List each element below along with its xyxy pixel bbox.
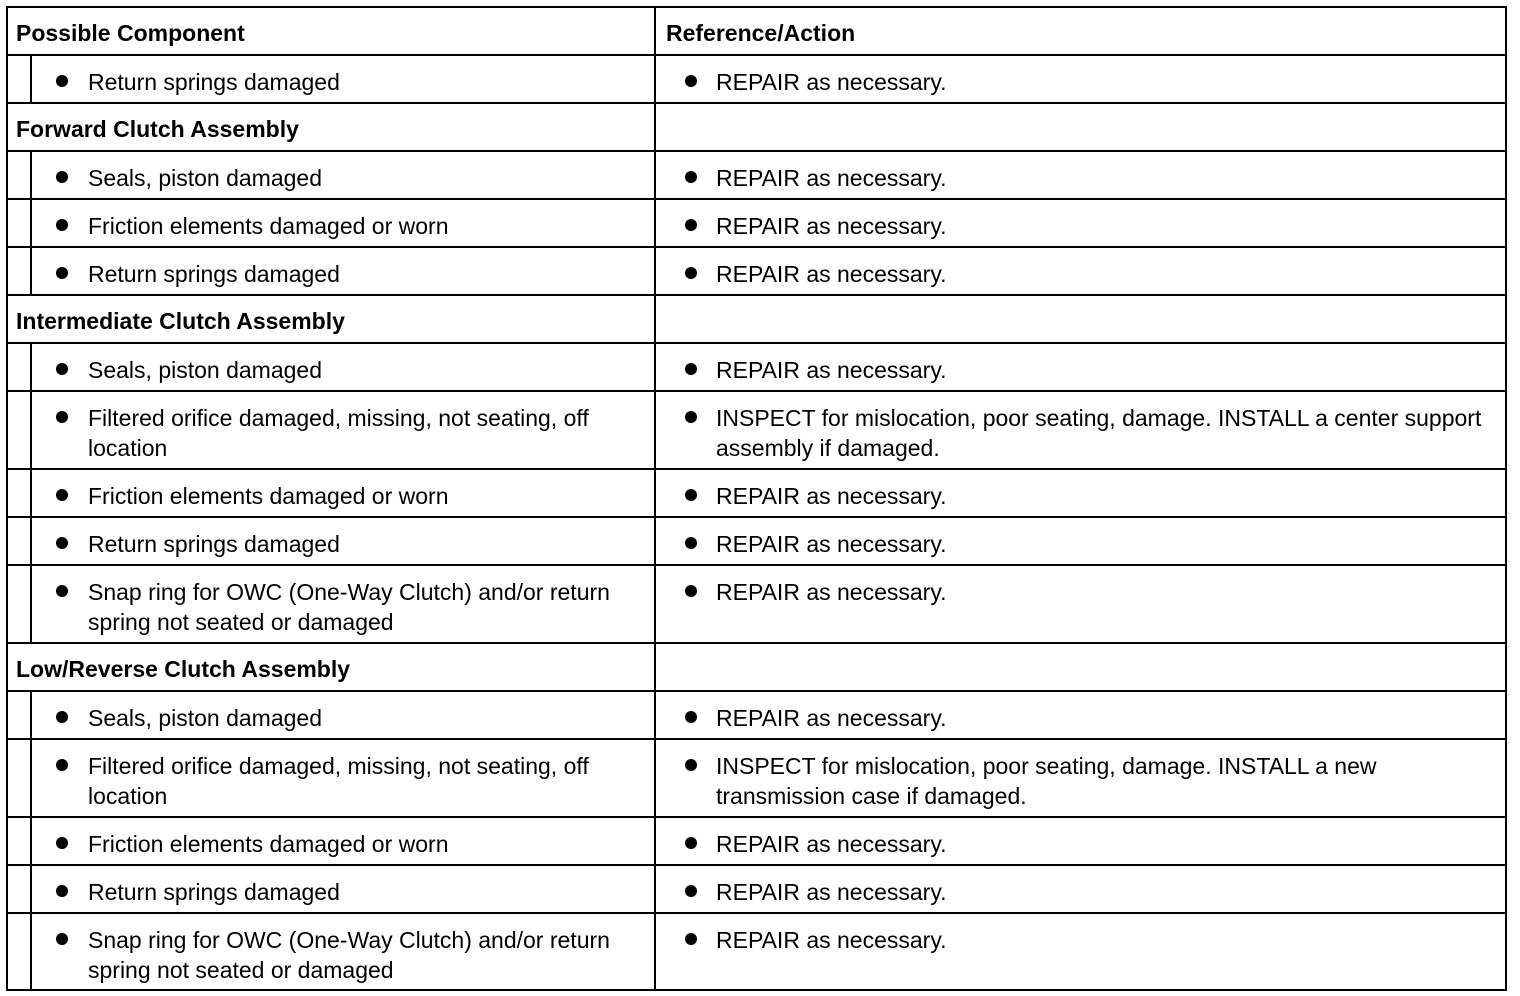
bullet-icon [685, 711, 697, 723]
action-text: REPAIR as necessary. [716, 483, 947, 509]
component-text: Seals, piston damaged [88, 357, 322, 383]
table-header [8, 8, 1505, 56]
bullet-icon [685, 489, 697, 501]
table-row [8, 152, 1505, 200]
bullet-icon [685, 267, 697, 279]
group-row [8, 296, 1505, 344]
component-text: Seals, piston damaged [88, 165, 322, 191]
table-row [8, 470, 1505, 518]
component-text: Seals, piston damaged [88, 705, 322, 731]
table-row [8, 56, 1505, 104]
table-row [8, 740, 1505, 818]
component-text: Friction elements damaged or worn [88, 483, 449, 509]
action-text: REPAIR as necessary. [716, 213, 947, 239]
component-text: Return springs damaged [88, 69, 340, 95]
bullet-icon [56, 411, 68, 423]
diagnostic-table [6, 6, 1507, 991]
component-text: Return springs damaged [88, 531, 340, 557]
bullet-icon [56, 75, 68, 87]
table-row [8, 866, 1505, 914]
bullet-icon [56, 885, 68, 897]
action-text: INSPECT for mislocation, poor seating, damage. INSTALL a new transmission case if damaged. [716, 753, 1377, 809]
bullet-icon [56, 537, 68, 549]
table-row [8, 914, 1505, 989]
group-row [8, 104, 1505, 152]
component-text: Return springs damaged [88, 261, 340, 287]
bullet-icon [685, 75, 697, 87]
action-text: REPAIR as necessary. [716, 531, 947, 557]
bullet-icon [56, 171, 68, 183]
table-row [8, 344, 1505, 392]
group-title: Low/Reverse Clutch Assembly [16, 656, 351, 682]
action-text: REPAIR as necessary. [716, 69, 947, 95]
component-text: Snap ring for OWC (One-Way Clutch) and/or return spring not seated or damaged [88, 579, 610, 635]
bullet-icon [56, 585, 68, 597]
group-title: Intermediate Clutch Assembly [16, 308, 345, 334]
bullet-icon [56, 711, 68, 723]
bullet-icon [685, 759, 697, 771]
component-text: Filtered orifice damaged, missing, not seating, off location [88, 753, 589, 809]
table-row [8, 818, 1505, 866]
bullet-icon [685, 363, 697, 375]
component-text: Filtered orifice damaged, missing, not seating, off location [88, 405, 589, 461]
bullet-icon [685, 219, 697, 231]
component-text: Snap ring for OWC (One-Way Clutch) and/or return spring not seated or damaged [88, 927, 610, 983]
table-row [8, 518, 1505, 566]
bullet-icon [56, 933, 68, 945]
bullet-icon [685, 933, 697, 945]
action-text: INSPECT for mislocation, poor seating, damage. INSTALL a center support assembly if damaged. [716, 405, 1482, 461]
bullet-icon [56, 837, 68, 849]
group-row [8, 644, 1505, 692]
table-row [8, 392, 1505, 470]
table-row [8, 566, 1505, 644]
bullet-icon [56, 363, 68, 375]
column-header-component: Possible Component [16, 20, 245, 46]
bullet-icon [685, 585, 697, 597]
bullet-icon [685, 837, 697, 849]
column-header-action: Reference/Action [666, 20, 856, 46]
bullet-icon [56, 219, 68, 231]
bullet-icon [685, 171, 697, 183]
action-text: REPAIR as necessary. [716, 831, 947, 857]
action-text: REPAIR as necessary. [716, 357, 947, 383]
component-text: Friction elements damaged or worn [88, 213, 449, 239]
table-row [8, 248, 1505, 296]
component-text: Return springs damaged [88, 879, 340, 905]
bullet-icon [685, 411, 697, 423]
action-text: REPAIR as necessary. [716, 579, 947, 605]
action-text: REPAIR as necessary. [716, 705, 947, 731]
table-row [8, 692, 1505, 740]
bullet-icon [56, 759, 68, 771]
component-text: Friction elements damaged or worn [88, 831, 449, 857]
group-title: Forward Clutch Assembly [16, 116, 299, 142]
bullet-icon [685, 537, 697, 549]
action-text: REPAIR as necessary. [716, 927, 947, 953]
table-row [8, 200, 1505, 248]
action-text: REPAIR as necessary. [716, 261, 947, 287]
action-text: REPAIR as necessary. [716, 879, 947, 905]
bullet-icon [56, 267, 68, 279]
action-text: REPAIR as necessary. [716, 165, 947, 191]
bullet-icon [685, 885, 697, 897]
bullet-icon [56, 489, 68, 501]
